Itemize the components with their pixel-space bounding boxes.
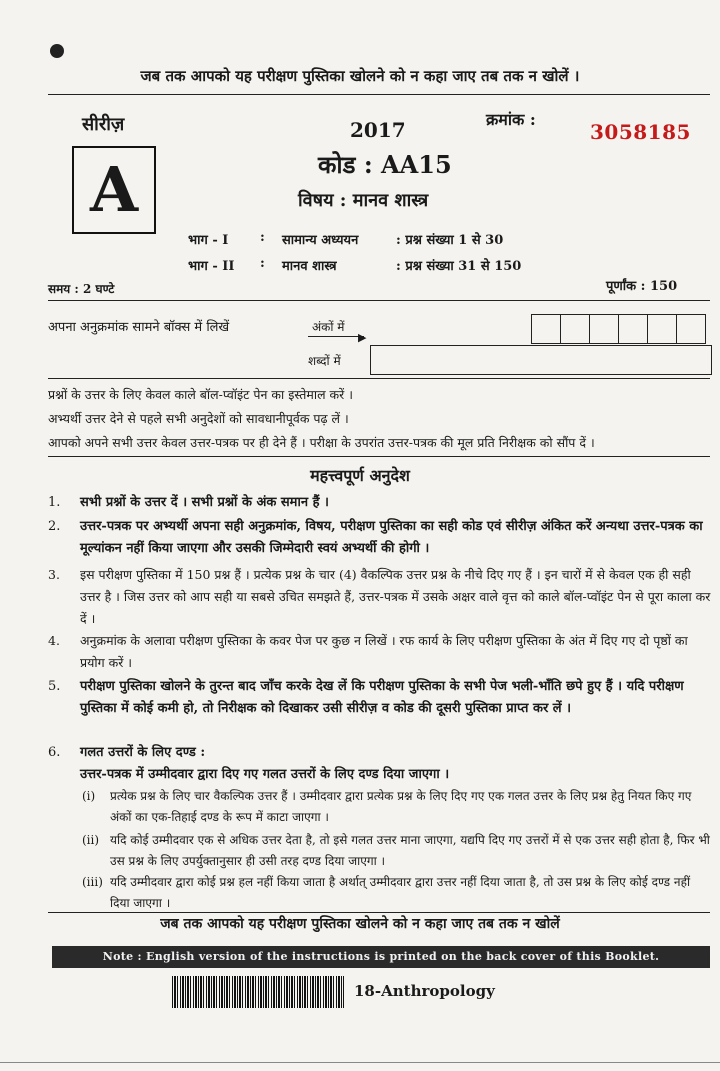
bottom-instruction: जब तक आपको यह परीक्षण पुस्तिका खोलने को न कहा जाए तब तक न खोलें <box>160 916 560 932</box>
roll-digit-box[interactable] <box>531 314 561 344</box>
item-text: इस परीक्षण पुस्तिका में 150 प्रश्न हैं । प्रत्येक प्रश्न के चार (4) वैकल्पिक उत्तर प्रश्न के नीचे दिए गए हैं । इन चारों में से केवल एक ही सही उत्तर है । जिस उत्तर को आप सही या सबसे उचित समझते हैं, उत्तर-पत्रक में उसके अक्षर वाले वृत्त को काले बॉल-प्वॉइंट पेन से पूरा काला कर दें । <box>80 567 711 626</box>
general-instruction: अभ्यर्थी उत्तर देने से पहले सभी अनुदेशों को सावधानीपूर्वक पढ़ लें । <box>48 411 349 426</box>
penalty-item <box>82 830 712 872</box>
penalty-intro <box>48 764 712 786</box>
instruction-item <box>48 564 712 630</box>
instruction-item <box>48 676 712 720</box>
series-letter: A <box>89 153 139 226</box>
part-1-label: भाग - I <box>188 233 229 248</box>
divider <box>48 456 710 457</box>
series-box <box>72 146 156 234</box>
general-instruction: आपको अपने सभी उत्तर केवल उत्तर-पत्रक पर ही देने हैं । परीक्षा के उपरांत उत्तर-पत्रक की मूल प्रति निरीक्षक को सौंप दें । <box>48 435 595 450</box>
part-1-colon: : <box>260 230 265 245</box>
instruction-item <box>48 516 712 560</box>
item-text: अनुक्रमांक के अलावा परीक्षण पुस्तिका के कवर पेज पर कुछ न लिखें । रफ कार्य के लिए परीक्षण पुस्तिका के अंत में दिए गए दो पृष्ठों का प्रयोग करें । <box>80 633 688 670</box>
general-instruction: प्रश्नों के उत्तर के लिए केवल काले बॉल-प्वॉइंट पेन का इस्तेमाल करें । <box>48 387 353 402</box>
item-number: 3. <box>48 567 60 582</box>
exam-year: 2017 <box>350 118 406 142</box>
item-number: 6. <box>48 745 61 760</box>
penalty-number: (ii) <box>82 833 100 847</box>
penalty-intro-text: उत्तर-पत्रक में उम्मीदवार द्वारा दिए गए गलत उत्तरों के लिए दण्ड दिया जाएगा । <box>80 767 450 782</box>
top-instruction: जब तक आपको यह परीक्षण पुस्तिका खोलने को न कहा जाए तब तक न खोलें । <box>140 67 580 85</box>
item-number: 4. <box>48 633 60 648</box>
penalty-number: (i) <box>82 789 96 803</box>
part-1-questions: : प्रश्न संख्या 1 से 30 <box>396 233 504 248</box>
part-1-name: सामान्य अध्ययन <box>282 233 359 248</box>
in-words-label: शब्दों में <box>308 354 341 368</box>
arrow-line <box>308 336 364 337</box>
english-version-note: Note : English version of the instructions is printed on the back cover of this Booklet. <box>52 946 710 968</box>
instruction-item <box>48 630 712 674</box>
subject-code: 18-Anthropology <box>354 982 495 1000</box>
page-edge <box>0 1062 720 1063</box>
part-2-questions: : प्रश्न संख्या 31 से 150 <box>396 259 522 274</box>
penalty-text: प्रत्येक प्रश्न के लिए चार वैकल्पिक उत्तर हैं । उम्मीदवार द्वारा प्रत्येक प्रश्न के लिए दिए गए एक गलत उत्तर के लिए प्रश्न हेतु नियत किए गए अंकों का एक-तिहाई दण्ड के रूप में काटा जाएगा । <box>110 789 692 824</box>
series-label: सीरीज़ <box>82 114 125 135</box>
item-number: 1. <box>48 495 61 510</box>
item-number: 5. <box>48 679 61 694</box>
serial-label: क्रमांक : <box>486 110 536 129</box>
serial-number: 3058185 <box>590 120 691 144</box>
penalty-item <box>82 872 712 914</box>
divider <box>48 300 710 301</box>
item-text: सभी प्रश्नों के उत्तर दें । सभी प्रश्नों के अंक समान हैं । <box>80 495 329 510</box>
part-2-label: भाग - II <box>188 259 235 274</box>
roll-digit-box[interactable] <box>589 314 619 344</box>
item-text: परीक्षण पुस्तिका खोलने के तुरन्त बाद जाँच करके देख लें कि परीक्षण पुस्तिका के सभी पेज भली-भाँति छपे हुए हैं । यदि परीक्षण पुस्तिका में कोई कमी हो, तो निरीक्षक को दिखाकर उसी सीरीज़ व कोड की दूसरी पुस्तिका प्राप्त कर लें । <box>80 679 684 716</box>
roll-digit-box[interactable] <box>560 314 590 344</box>
roll-digit-box[interactable] <box>618 314 648 344</box>
in-figures-label: अंकों में <box>312 320 345 334</box>
roll-digit-box[interactable] <box>676 314 706 344</box>
penalty-number: (iii) <box>82 875 103 889</box>
arrow-right-icon: ▶ <box>358 331 367 344</box>
roll-digit-box[interactable] <box>647 314 677 344</box>
item-text: गलत उत्तरों के लिए दण्ड : <box>80 745 206 760</box>
time-duration: समय : 2 घण्टे <box>48 282 115 296</box>
subject-title: विषय : मानव शास्त्र <box>298 190 429 211</box>
important-instructions-title: महत्त्वपूर्ण अनुदेश <box>310 466 410 485</box>
penalty-item <box>82 786 712 828</box>
roll-number-boxes[interactable] <box>532 314 706 344</box>
part-2-colon: : <box>260 256 265 271</box>
roll-words-field[interactable] <box>370 345 712 375</box>
item-number: 2. <box>48 519 61 534</box>
divider <box>48 378 710 379</box>
part-2-name: मानव शास्त्र <box>282 259 337 274</box>
item-text: उत्तर-पत्रक पर अभ्यर्थी अपना सही अनुक्रमांक, विषय, परीक्षण पुस्तिका का सही कोड एवं सीरीज़ अंकित करें अन्यथा उत्तर-पत्रक का मूल्यांकन नहीं किया जाएगा और उसकी जिम्मेदारी स्वयं अभ्यर्थी की होगी । <box>80 519 703 556</box>
punch-hole <box>50 44 64 58</box>
penalty-text: यदि उम्मीदवार द्वारा कोई प्रश्न हल नहीं किया जाता है अर्थात् उम्मीदवार द्वारा उत्तर नहीं दिया जाता है, तो उस प्रश्न के लिए कोई दण्ड नहीं दिया जाएगा । <box>110 875 691 910</box>
divider <box>48 912 710 913</box>
divider <box>48 94 710 95</box>
instruction-item <box>48 742 712 764</box>
max-marks: पूर्णांक : 150 <box>606 279 678 294</box>
penalty-text: यदि कोई उम्मीदवार एक से अधिक उत्तर देता है, तो इसे गलत उत्तर माना जाएगा, यद्यपि दिए गए उत्तरों में से एक उत्तर सही होता है, फिर भी उस प्रश्न के लिए उपर्युक्तानुसार ही उसी तरह दण्ड दिया जाएगा । <box>110 833 710 868</box>
barcode <box>172 976 344 1008</box>
instruction-item <box>48 492 712 514</box>
booklet-code: कोड : AA15 <box>318 150 452 179</box>
roll-number-label: अपना अनुक्रमांक सामने बॉक्स में लिखें <box>48 320 230 335</box>
